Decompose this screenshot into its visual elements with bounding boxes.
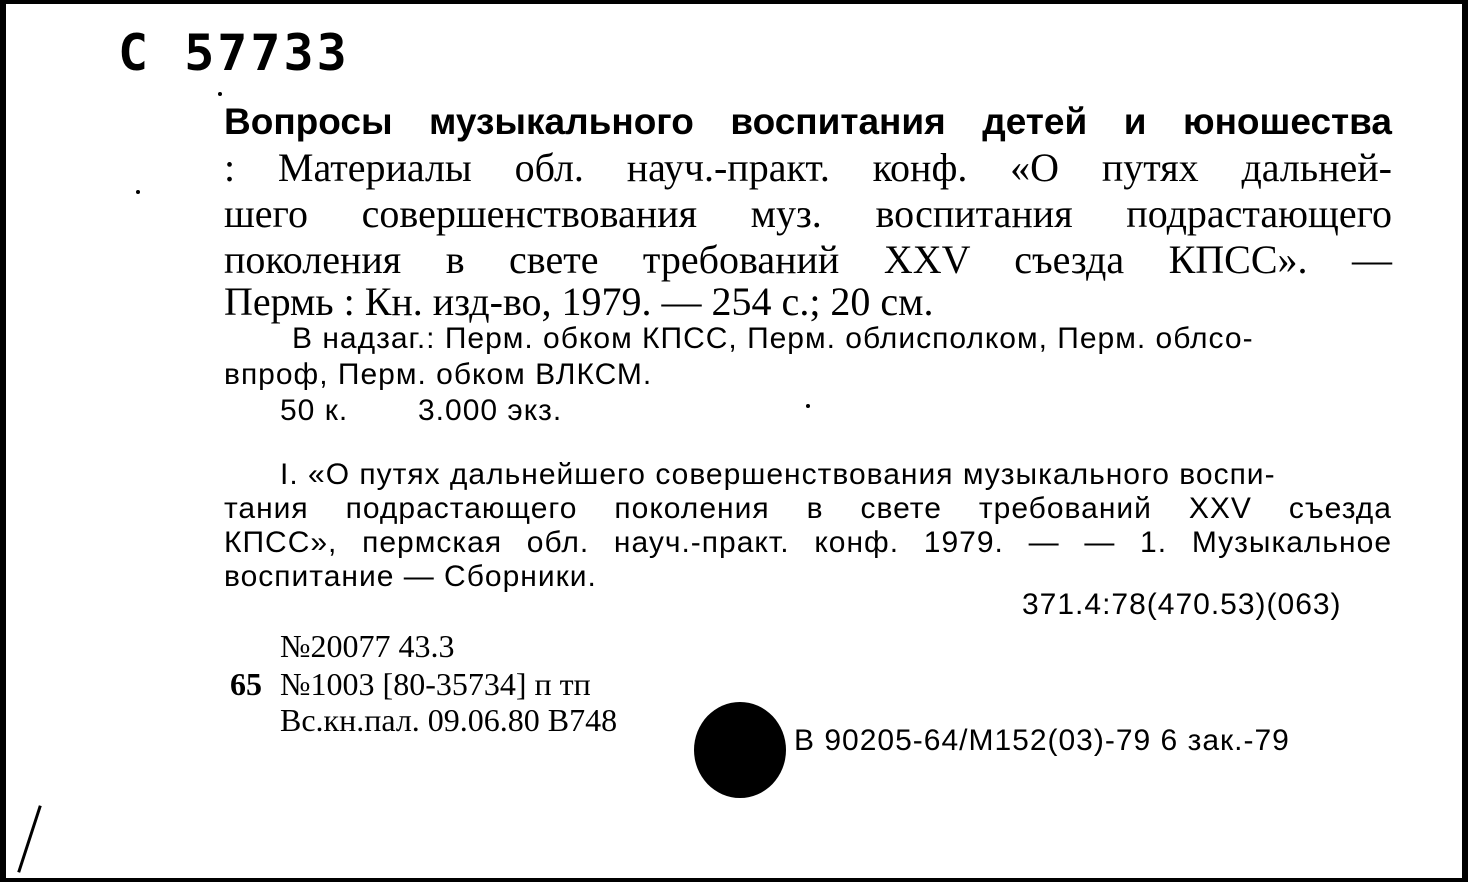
subject-line: тания подрастающего поколения в свете требований XXV съезда (224, 492, 1392, 525)
record-number: №1003 [80-35734] п тп (280, 666, 591, 702)
price: 50 к. (280, 394, 349, 427)
catalog-card (4, 4, 1462, 878)
speck (218, 92, 222, 96)
udc-code: 371.4:78(470.53)(063) (1022, 588, 1342, 621)
shelfmark: С 57733 (118, 24, 350, 82)
index-65: 65 (230, 666, 262, 702)
note-line: В надзаг.: Перм. обком КПСС, Перм. облисполком, Перм. облсо- (292, 322, 1254, 355)
title-line: : Материалы обл. науч.-практ. конф. «О путях дальней- (224, 145, 1392, 190)
title-line: Вопросы музыкального воспитания детей и юношества (224, 101, 1392, 142)
chamber-stamp: Вс.кн.пал. 09.06.80 В748 (280, 702, 618, 738)
punch-hole (694, 702, 786, 798)
speck (136, 190, 140, 194)
copies: 3.000 экз. (418, 394, 563, 427)
bbk-index: №20077 43.3 (280, 628, 455, 664)
subject-line: I. «О путях дальнейшего совершенствования музыкального воспи- (280, 458, 1276, 491)
title-line: шего совершенствования муз. воспитания подрастающего (224, 191, 1392, 236)
publisher-code: В 90205-64/М152(03)-79 6 зак.-79 (794, 724, 1290, 757)
speck (806, 404, 810, 408)
title-line: Пермь : Кн. изд-во, 1979. — 254 с.; 20 см. (224, 279, 934, 324)
note-line: впроф, Перм. обком ВЛКСМ. (224, 358, 653, 391)
subject-line: КПСС», пермская обл. науч.-практ. конф. 1979. — — 1. Музыкальное (224, 526, 1392, 559)
subject-line: воспитание — Сборники. (224, 560, 597, 593)
pen-mark (17, 805, 41, 873)
title-line: поколения в свете требований XXV съезда КПСС». — (224, 237, 1392, 282)
